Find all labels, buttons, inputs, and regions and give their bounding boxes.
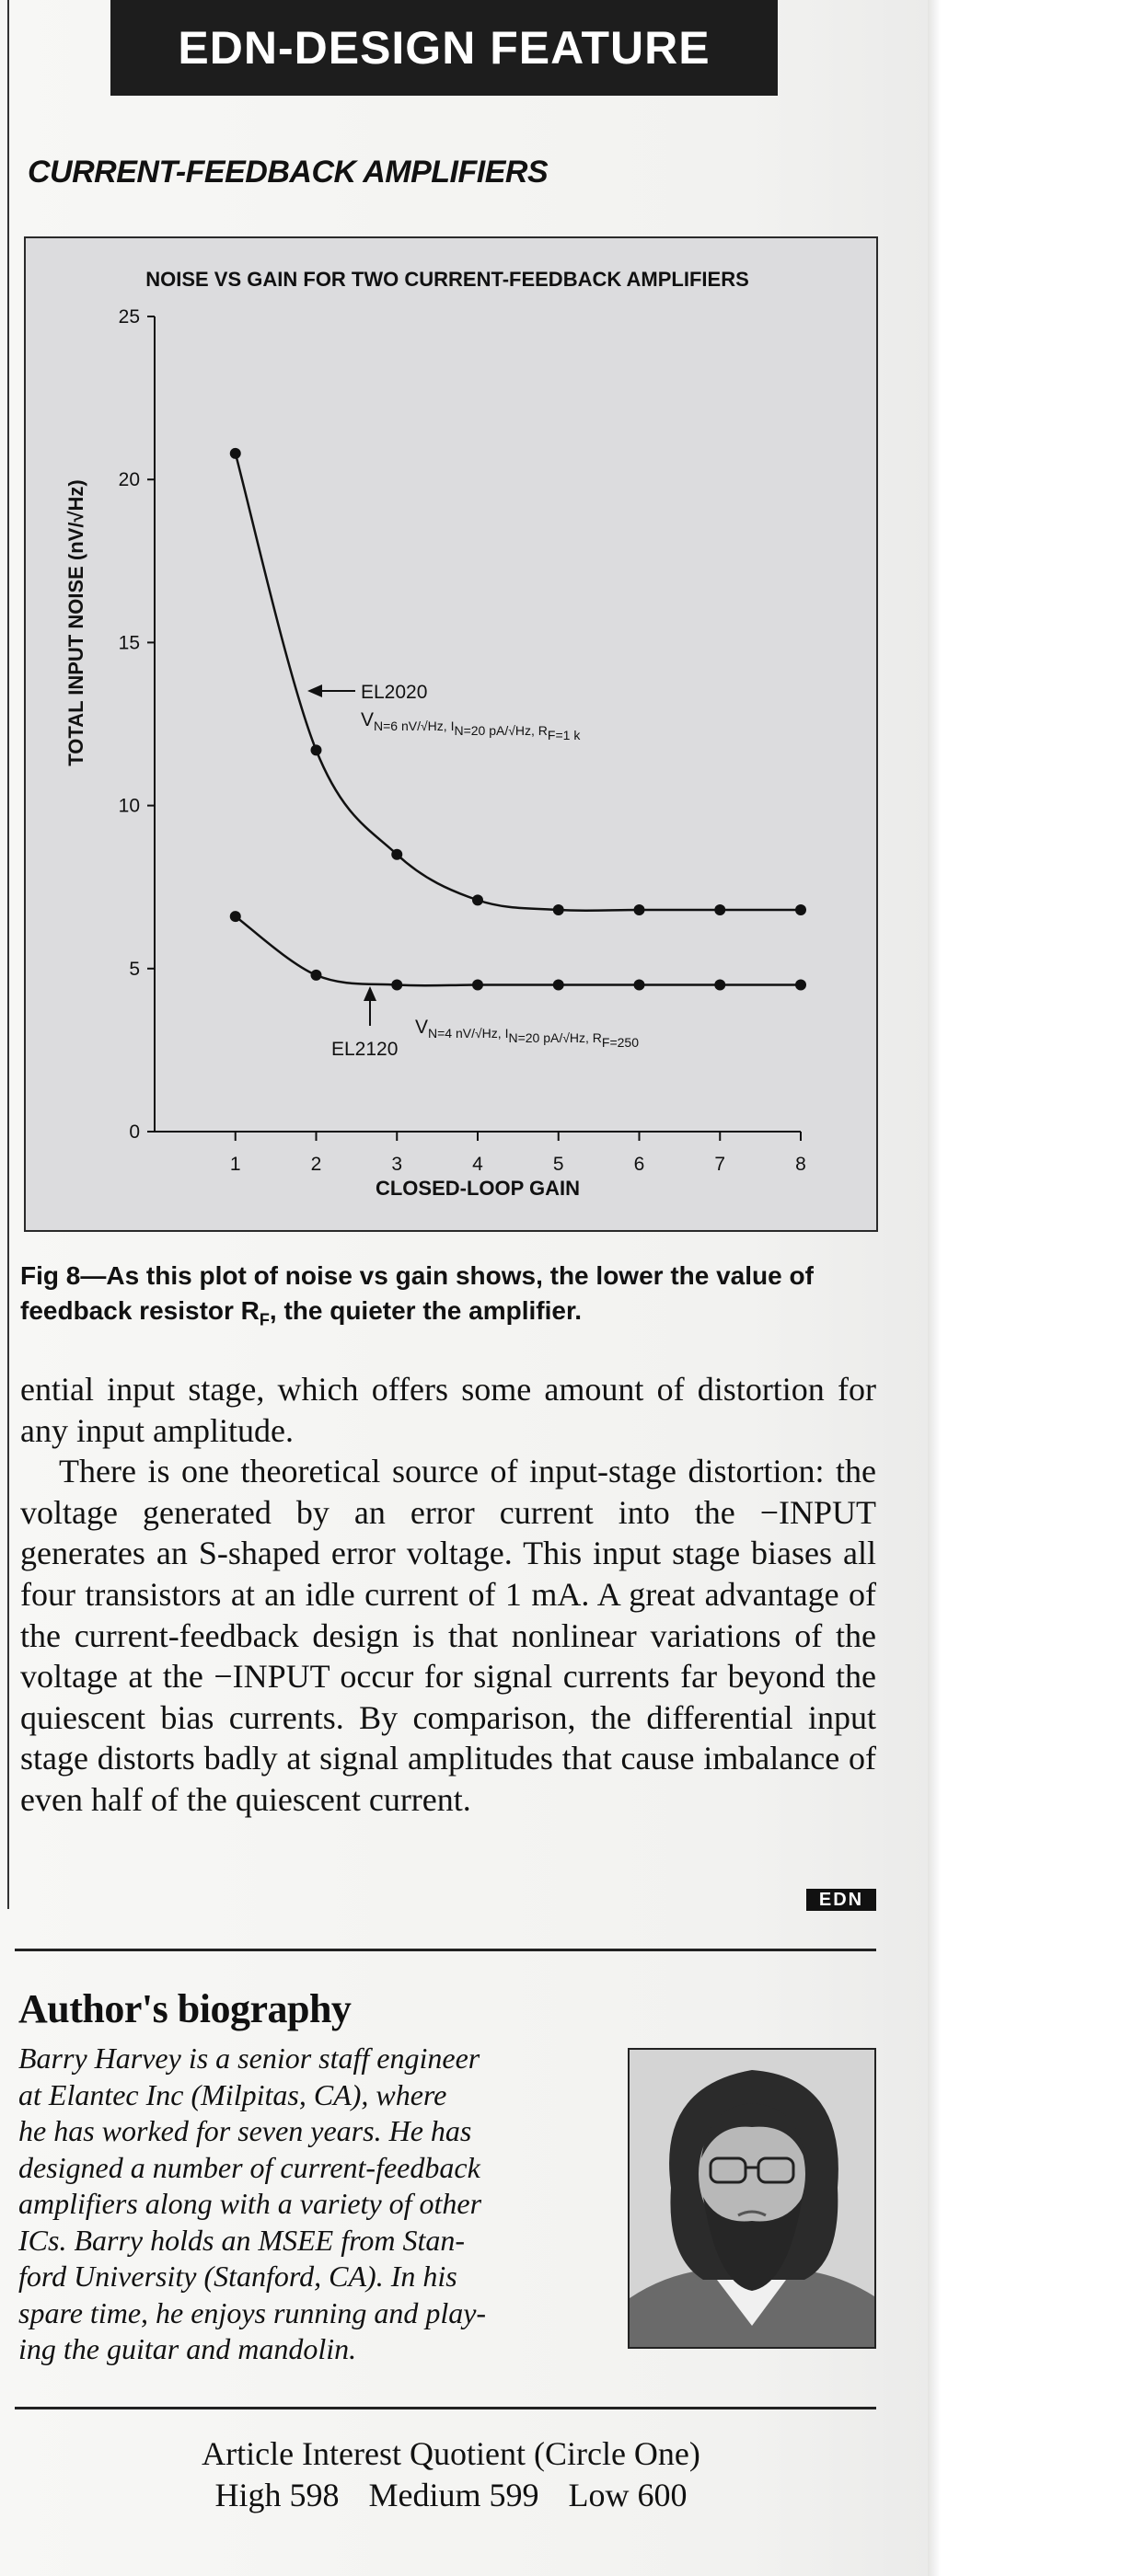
x-tick-label: 1 [229,1154,241,1175]
chart-series [230,448,806,991]
article-section-title: CURRENT-FEEDBACK AMPLIFIERS [28,155,549,190]
article-body [20,1369,876,1821]
caption-subscript: F [259,1310,270,1329]
el2120-arrow-head [364,986,376,1001]
y-axis-label: TOTAL INPUT NOISE (nV/√Hz) [64,479,87,766]
footer-divider [15,2407,876,2409]
y-tick-label: 15 [118,632,140,654]
author-portrait-image [630,2050,874,2347]
data-point-el2020 [553,904,564,915]
el2020-label: EL2020 [361,682,428,703]
y-tick-label: 25 [118,306,140,328]
x-tick-label: 4 [472,1154,483,1175]
y-tick-label: 20 [118,469,140,491]
y-tick-label: 10 [118,795,140,817]
x-tick-label: 7 [714,1154,726,1175]
data-point-el2020 [230,448,241,459]
el2020-arrow-head [307,684,322,697]
chart-title: NOISE VS GAIN FOR TWO CURRENT-FEEDBACK AMPLIFIERS [145,268,749,291]
caption-fig-label: Fig 8— [20,1261,107,1290]
data-point-el2120 [230,911,241,922]
bio-text: Barry Harvey is a senior staff engineer at Elantec Inc (Milpitas, CA), where he has worked for seven years. He has designed a number of current-feedback amplifiers along with a variety of other ICs. Barry holds an MSEE from Stan- ford University (Stanford, CA). In his spare time, he enjoys running and play- ing the guitar and mandolin. [18,2041,487,2365]
x-tick-label: 3 [391,1154,403,1175]
x-tick-label: 8 [795,1154,806,1175]
series-line-el2020 [236,454,801,911]
bio-heading: Author's biography [18,1986,352,2031]
data-point-el2120 [795,980,806,991]
article-interest-quotient [0,2433,902,2516]
data-point-el2020 [634,904,645,915]
figure-8-chart [24,236,878,1232]
x-axis-label: CLOSED-LOOP GAIN [375,1177,581,1200]
aiq-ratings [0,2475,902,2516]
section-divider [15,1949,876,1951]
data-point-el2120 [391,980,402,991]
y-tick-label: 0 [129,1121,140,1143]
caption-text: As this plot of noise vs gain shows, the lower the value of feedback resistor R [20,1261,814,1325]
data-point-el2020 [795,904,806,915]
figure-caption [20,1259,885,1338]
data-point-el2020 [472,894,483,905]
data-point-el2020 [311,744,322,755]
x-tick-label: 5 [552,1154,564,1175]
data-point-el2020 [391,849,402,860]
aiq-low[interactable]: Low 600 [568,2477,688,2513]
aiq-medium[interactable]: Medium 599 [368,2477,539,2513]
data-point-el2020 [714,904,725,915]
el2120-label: EL2120 [331,1039,399,1060]
aiq-high[interactable]: High 598 [214,2477,340,2513]
paper-edge [928,0,941,2576]
x-tick-label: 6 [633,1154,645,1175]
left-margin-rule [7,0,9,1909]
body-paragraph-2: There is one theoretical source of input-stage distortion: the voltage generated by an error current into the −INPUT generates an S-shaped error voltage. This input stage biases all four transistors at an idle current of 1 mA. A great advantage of the current-feedback design is that nonlinear variations of the voltage at the −INPUT occur for signal currents far beyond the quiescent bias currents. By comparison, the differential input stage distorts badly at signal amplitudes that cause imbalance of even half of the quiescent current. [20,1453,876,1818]
data-point-el2120 [634,980,645,991]
chart-axes [119,306,806,1175]
y-tick-label: 5 [129,958,140,980]
section-banner: EDN-DESIGN FEATURE [110,0,778,96]
aiq-title: Article Interest Quotient (Circle One) [202,2435,700,2472]
body-paragraph-1: ential input stage, which offers some amount of distortion for any input amplitude. [20,1371,876,1449]
caption-text-end: , the quieter the amplifier. [269,1296,583,1325]
el2020-spec: $V_{N=6 nV/√Hz, IN=20 pA/√Hz, RF=1 k}$ [361,709,581,742]
x-tick-label: 2 [310,1154,322,1175]
data-point-el2120 [553,980,564,991]
data-point-el2120 [714,980,725,991]
el2120-annotation [331,986,639,1060]
el2120-spec: $V_{N=4 nV/√Hz, IN=20 pA/√Hz, RF=250}$ [415,1017,640,1050]
data-point-el2120 [311,970,322,981]
el2020-annotation [307,682,581,742]
data-point-el2120 [472,980,483,991]
noise-vs-gain-chart [26,238,876,1230]
author-photo [628,2048,876,2349]
edn-end-mark: EDN [806,1889,876,1911]
